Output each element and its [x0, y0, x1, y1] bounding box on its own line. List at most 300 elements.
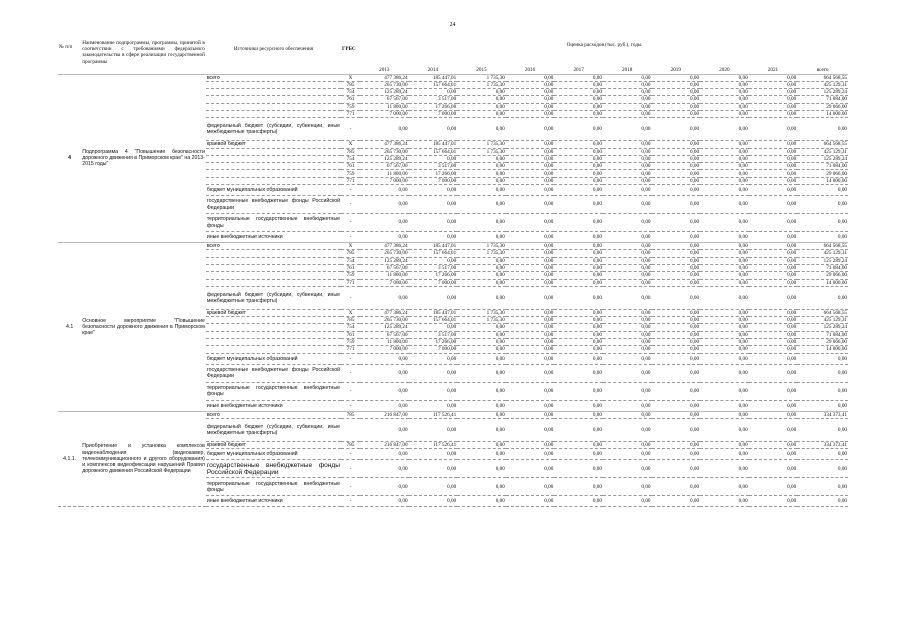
- value-cell: 0,00: [603, 89, 652, 96]
- grbs-cell: 761: [341, 96, 360, 103]
- year-header: 2018: [603, 66, 652, 74]
- value-cell: 0,00: [554, 339, 603, 346]
- source-cell: [206, 346, 341, 353]
- value-cell: 0,00: [506, 74, 555, 81]
- value-cell: 0,00: [360, 418, 409, 441]
- value-cell: 0,00: [700, 155, 749, 162]
- value-cell: 0,00: [652, 346, 701, 353]
- value-cell: 0,00: [749, 141, 798, 148]
- value-cell: 0,00: [797, 118, 848, 141]
- value-cell: 0,00: [749, 324, 798, 331]
- grbs-cell: -: [341, 382, 360, 400]
- value-cell: 0,00: [457, 418, 506, 441]
- value-cell: 0,00: [457, 103, 506, 110]
- value-cell: 0,00: [554, 103, 603, 110]
- value-cell: 0,00: [652, 177, 701, 184]
- grbs-cell: 754: [341, 89, 360, 96]
- value-cell: 425 129,31: [797, 250, 848, 257]
- value-cell: 0,00: [749, 232, 798, 243]
- value-cell: 334 373,41: [797, 411, 848, 418]
- value-cell: 0,00: [457, 478, 506, 496]
- value-cell: 0,00: [700, 324, 749, 331]
- grbs-cell: 761: [341, 264, 360, 271]
- value-cell: 0,00: [749, 81, 798, 88]
- value-cell: 0,00: [749, 214, 798, 232]
- value-cell: 0,00: [749, 185, 798, 196]
- value-cell: 125 289,24: [797, 89, 848, 96]
- value-cell: 0,00: [506, 257, 555, 264]
- value-cell: 1 735,30: [457, 81, 506, 88]
- grbs-cell: 759: [341, 339, 360, 346]
- grbs-cell: 759: [341, 272, 360, 279]
- table-row: [58, 243, 848, 250]
- table-header-row: [58, 40, 848, 66]
- value-cell: 265 730,00: [360, 250, 409, 257]
- value-cell: 29 066,00: [797, 170, 848, 177]
- value-cell: 3 517,00: [409, 264, 458, 271]
- value-cell: 0,00: [457, 177, 506, 184]
- value-cell: 11 800,00: [360, 103, 409, 110]
- value-cell: 0,00: [700, 196, 749, 214]
- value-cell: 0,00: [700, 441, 749, 448]
- value-cell: 0,00: [749, 264, 798, 271]
- value-cell: 0,00: [652, 170, 701, 177]
- source-cell: [206, 103, 341, 110]
- value-cell: 0,00: [603, 460, 652, 478]
- grbs-cell: -: [341, 353, 360, 364]
- value-cell: 0,00: [506, 196, 555, 214]
- value-cell: 0,00: [652, 324, 701, 331]
- value-cell: 0,00: [554, 214, 603, 232]
- value-cell: 0,00: [652, 148, 701, 155]
- value-cell: 0,00: [409, 382, 458, 400]
- value-cell: 0,00: [506, 272, 555, 279]
- grbs-cell: 754: [341, 324, 360, 331]
- value-cell: 0,00: [652, 309, 701, 316]
- grbs-cell: 785: [341, 411, 360, 418]
- value-cell: 0,00: [749, 496, 798, 507]
- value-cell: 0,00: [554, 418, 603, 441]
- value-cell: 0,00: [360, 449, 409, 460]
- value-cell: 0,00: [652, 232, 701, 243]
- value-cell: 0,00: [700, 170, 749, 177]
- value-cell: 0,00: [506, 232, 555, 243]
- value-cell: 0,00: [506, 309, 555, 316]
- value-cell: 0,00: [409, 118, 458, 141]
- source-cell: бюджет муниципальных образований: [206, 353, 341, 364]
- value-cell: 0,00: [749, 257, 798, 264]
- value-cell: 0,00: [457, 286, 506, 309]
- value-cell: 0,00: [506, 317, 555, 324]
- value-cell: 157 664,01: [409, 81, 458, 88]
- source-cell: [206, 264, 341, 271]
- header-estimate: [360, 40, 848, 66]
- value-cell: 14 000,00: [797, 110, 848, 117]
- value-cell: 1 735,30: [457, 74, 506, 81]
- value-cell: 0,00: [700, 353, 749, 364]
- value-cell: 0,00: [506, 118, 555, 141]
- grbs-cell: -: [341, 118, 360, 141]
- year-header: 2021: [749, 66, 798, 74]
- source-cell: [206, 339, 341, 346]
- value-cell: 0,00: [457, 496, 506, 507]
- value-cell: 0,00: [797, 364, 848, 382]
- value-cell: 0,00: [652, 196, 701, 214]
- value-cell: 0,00: [700, 118, 749, 141]
- value-cell: 0,00: [457, 110, 506, 117]
- source-cell: федеральный бюджет (субсидии, субвенции, иные межбюджетные трансферты): [206, 118, 341, 141]
- value-cell: 0,00: [700, 309, 749, 316]
- value-cell: 0,00: [554, 441, 603, 448]
- source-cell: государственные внебюджетные фонды Российской Федерации: [206, 196, 341, 214]
- value-cell: 0,00: [506, 214, 555, 232]
- value-cell: 0,00: [749, 478, 798, 496]
- grbs-cell: -: [341, 286, 360, 309]
- value-cell: 0,00: [457, 96, 506, 103]
- value-cell: 0,00: [797, 449, 848, 460]
- grbs-cell: 785: [341, 441, 360, 448]
- value-cell: 0,00: [409, 214, 458, 232]
- value-cell: 0,00: [360, 196, 409, 214]
- grbs-cell: [341, 418, 360, 441]
- value-cell: 0,00: [700, 177, 749, 184]
- value-cell: 0,00: [554, 232, 603, 243]
- value-cell: 0,00: [457, 324, 506, 331]
- value-cell: 67 567,00: [360, 163, 409, 170]
- value-cell: 7 000,00: [409, 346, 458, 353]
- value-cell: 14 000,00: [797, 279, 848, 286]
- section-number: 4.1: [58, 243, 81, 412]
- value-cell: 0,00: [603, 418, 652, 441]
- value-cell: 0,00: [652, 382, 701, 400]
- value-cell: 0,00: [700, 103, 749, 110]
- value-cell: 0,00: [700, 364, 749, 382]
- value-cell: 0,00: [554, 411, 603, 418]
- value-cell: 425 129,31: [797, 81, 848, 88]
- source-cell: иные внебюджетные источники: [206, 232, 341, 243]
- value-cell: 0,00: [457, 272, 506, 279]
- grbs-cell: 754: [341, 155, 360, 162]
- value-cell: 0,00: [797, 460, 848, 478]
- value-cell: 67 567,00: [360, 96, 409, 103]
- value-cell: 0,00: [457, 232, 506, 243]
- grbs-cell: 771: [341, 177, 360, 184]
- value-cell: 0,00: [409, 353, 458, 364]
- year-header: 2019: [652, 66, 701, 74]
- page-number: 24: [449, 22, 456, 28]
- value-cell: 0,00: [700, 272, 749, 279]
- value-cell: 0,00: [652, 163, 701, 170]
- value-cell: 0,00: [506, 96, 555, 103]
- value-cell: 0,00: [603, 286, 652, 309]
- value-cell: 0,00: [603, 309, 652, 316]
- value-cell: 0,00: [554, 155, 603, 162]
- value-cell: 7 000,00: [409, 279, 458, 286]
- value-cell: 185 447,01: [409, 243, 458, 250]
- value-cell: 0,00: [554, 317, 603, 324]
- value-cell: 0,00: [652, 243, 701, 250]
- value-cell: 0,00: [749, 177, 798, 184]
- value-cell: 0,00: [749, 155, 798, 162]
- value-cell: 0,00: [554, 196, 603, 214]
- value-cell: 265 730,00: [360, 317, 409, 324]
- value-cell: 14 000,00: [797, 177, 848, 184]
- grbs-cell: -: [341, 496, 360, 507]
- value-cell: 0,00: [506, 460, 555, 478]
- value-cell: 0,00: [603, 324, 652, 331]
- value-cell: 0,00: [457, 196, 506, 214]
- value-cell: 11 800,00: [360, 170, 409, 177]
- value-cell: 0,00: [554, 148, 603, 155]
- value-cell: 477 386,24: [360, 74, 409, 81]
- value-cell: 0,00: [554, 243, 603, 250]
- value-cell: 0,00: [409, 400, 458, 411]
- value-cell: 0,00: [506, 346, 555, 353]
- value-cell: 0,00: [457, 339, 506, 346]
- value-cell: 0,00: [652, 331, 701, 338]
- value-cell: 0,00: [603, 364, 652, 382]
- value-cell: 7 000,00: [360, 177, 409, 184]
- value-cell: 0,00: [700, 163, 749, 170]
- grbs-cell: 785: [341, 250, 360, 257]
- value-cell: 0,00: [554, 74, 603, 81]
- grbs-cell: 771: [341, 346, 360, 353]
- value-cell: 0,00: [749, 148, 798, 155]
- value-cell: 0,00: [554, 346, 603, 353]
- source-cell: бюджет муниципальных образований: [206, 185, 341, 196]
- value-cell: 0,00: [749, 460, 798, 478]
- value-cell: 0,00: [652, 496, 701, 507]
- source-cell: федеральный бюджет (субсидии, субвенции, иные межбюджетные трансферты): [206, 418, 341, 441]
- value-cell: 125 289,24: [360, 155, 409, 162]
- value-cell: 0,00: [797, 196, 848, 214]
- value-cell: 0,00: [749, 110, 798, 117]
- year-header: 2015: [457, 66, 506, 74]
- years-row: [58, 66, 848, 74]
- value-cell: 71 084,00: [797, 331, 848, 338]
- value-cell: 0,00: [700, 449, 749, 460]
- value-cell: 0,00: [749, 89, 798, 96]
- grbs-cell: -: [341, 460, 360, 478]
- grbs-cell: X: [341, 141, 360, 148]
- value-cell: 0,00: [700, 232, 749, 243]
- value-cell: 0,00: [652, 118, 701, 141]
- source-cell: [206, 163, 341, 170]
- value-cell: 0,00: [749, 272, 798, 279]
- value-cell: 157 664,01: [409, 317, 458, 324]
- value-cell: 0,00: [409, 185, 458, 196]
- source-cell: [206, 257, 341, 264]
- value-cell: 1 735,30: [457, 141, 506, 148]
- value-cell: 0,00: [409, 155, 458, 162]
- value-cell: 0,00: [554, 264, 603, 271]
- value-cell: 0,00: [603, 478, 652, 496]
- value-cell: 0,00: [554, 478, 603, 496]
- value-cell: 0,00: [603, 250, 652, 257]
- grbs-cell: 771: [341, 279, 360, 286]
- value-cell: 117 526,41: [409, 441, 458, 448]
- value-cell: 0,00: [603, 339, 652, 346]
- value-cell: 0,00: [797, 400, 848, 411]
- source-cell: [206, 324, 341, 331]
- value-cell: 0,00: [603, 170, 652, 177]
- value-cell: 0,00: [700, 460, 749, 478]
- value-cell: 125 289,24: [797, 257, 848, 264]
- value-cell: 3 517,00: [409, 331, 458, 338]
- value-cell: 0,00: [409, 324, 458, 331]
- value-cell: 0,00: [749, 243, 798, 250]
- grbs-cell: -: [341, 232, 360, 243]
- value-cell: 0,00: [603, 441, 652, 448]
- value-cell: 67 567,00: [360, 331, 409, 338]
- value-cell: 216 847,00: [360, 411, 409, 418]
- value-cell: 0,00: [457, 449, 506, 460]
- value-cell: 117 526,41: [409, 411, 458, 418]
- source-cell: краевой бюджет: [206, 141, 341, 148]
- value-cell: 29 066,00: [797, 272, 848, 279]
- source-cell: [206, 96, 341, 103]
- value-cell: 0,00: [554, 460, 603, 478]
- source-cell: краевой бюджет: [206, 309, 341, 316]
- value-cell: 0,00: [603, 177, 652, 184]
- value-cell: 0,00: [506, 243, 555, 250]
- source-cell: территориальные государственные внебюджетные фонды: [206, 214, 341, 232]
- value-cell: 0,00: [360, 496, 409, 507]
- grbs-cell: -: [341, 449, 360, 460]
- value-cell: 0,00: [603, 163, 652, 170]
- value-cell: 0,00: [457, 170, 506, 177]
- value-cell: 0,00: [554, 272, 603, 279]
- value-cell: 0,00: [506, 400, 555, 411]
- value-cell: 0,00: [409, 89, 458, 96]
- value-cell: 0,00: [603, 353, 652, 364]
- value-cell: 0,00: [506, 478, 555, 496]
- value-cell: 0,00: [457, 279, 506, 286]
- value-cell: 1 735,30: [457, 250, 506, 257]
- source-cell: [206, 317, 341, 324]
- value-cell: 0,00: [554, 353, 603, 364]
- value-cell: 0,00: [652, 411, 701, 418]
- grbs-cell: -: [341, 196, 360, 214]
- value-cell: 0,00: [409, 449, 458, 460]
- value-cell: 0,00: [457, 214, 506, 232]
- value-cell: 0,00: [554, 324, 603, 331]
- value-cell: 0,00: [700, 418, 749, 441]
- value-cell: 0,00: [749, 103, 798, 110]
- value-cell: 0,00: [749, 286, 798, 309]
- value-cell: 0,00: [457, 257, 506, 264]
- value-cell: 0,00: [749, 353, 798, 364]
- section-name: Приобретение и установка комплексов видеонаблюдения (видеокамер, телекоммуникационного и другого оборудования) и комплексов видеофиксации нарушений Правил дорожного движения Российской Федерации: [81, 411, 206, 507]
- value-cell: 0,00: [506, 339, 555, 346]
- value-cell: 477 386,24: [360, 309, 409, 316]
- value-cell: 0,00: [652, 103, 701, 110]
- value-cell: 0,00: [652, 364, 701, 382]
- value-cell: 0,00: [360, 400, 409, 411]
- value-cell: 265 730,00: [360, 148, 409, 155]
- value-cell: 157 664,01: [409, 148, 458, 155]
- value-cell: 664 568,55: [797, 141, 848, 148]
- value-cell: 0,00: [603, 264, 652, 271]
- value-cell: 0,00: [457, 382, 506, 400]
- value-cell: 0,00: [506, 103, 555, 110]
- value-cell: 0,00: [749, 364, 798, 382]
- grbs-cell: 785: [341, 81, 360, 88]
- grbs-cell: -: [341, 400, 360, 411]
- value-cell: 0,00: [457, 460, 506, 478]
- value-cell: 664 568,55: [797, 309, 848, 316]
- value-cell: 0,00: [700, 185, 749, 196]
- value-cell: 0,00: [603, 214, 652, 232]
- value-cell: 17 266,00: [409, 103, 458, 110]
- table-row: [58, 74, 848, 81]
- value-cell: 0,00: [506, 411, 555, 418]
- value-cell: 0,00: [797, 382, 848, 400]
- value-cell: 0,00: [506, 353, 555, 364]
- year-header: 2014: [409, 66, 458, 74]
- value-cell: 0,00: [554, 279, 603, 286]
- value-cell: 0,00: [652, 250, 701, 257]
- value-cell: 0,00: [457, 441, 506, 448]
- value-cell: 0,00: [700, 496, 749, 507]
- value-cell: 0,00: [457, 163, 506, 170]
- value-cell: 0,00: [652, 339, 701, 346]
- value-cell: 0,00: [554, 286, 603, 309]
- section-name: Подпрограмма 4 "Повышение безопасности дорожного движения в Приморском крае" на 2013-2015 годы": [81, 74, 206, 243]
- value-cell: 0,00: [603, 96, 652, 103]
- source-cell: [206, 148, 341, 155]
- value-cell: 0,00: [749, 118, 798, 141]
- value-cell: 477 386,24: [360, 141, 409, 148]
- value-cell: 0,00: [506, 264, 555, 271]
- value-cell: 7 000,00: [360, 279, 409, 286]
- source-cell: иные внебюджетные источники: [206, 496, 341, 507]
- value-cell: 17 266,00: [409, 170, 458, 177]
- section-number: 4.1.1.: [58, 411, 81, 507]
- grbs-cell: 785: [341, 148, 360, 155]
- value-cell: 664 568,55: [797, 243, 848, 250]
- section-number: 4: [58, 74, 81, 243]
- grbs-cell: 759: [341, 103, 360, 110]
- grbs-cell: 785: [341, 317, 360, 324]
- value-cell: 0,00: [554, 382, 603, 400]
- value-cell: 0,00: [506, 286, 555, 309]
- value-cell: 0,00: [409, 460, 458, 478]
- value-cell: 0,00: [554, 257, 603, 264]
- value-cell: 0,00: [700, 331, 749, 338]
- value-cell: 0,00: [360, 382, 409, 400]
- source-cell: иные внебюджетные источники: [206, 400, 341, 411]
- value-cell: 477 386,24: [360, 243, 409, 250]
- value-cell: 0,00: [603, 400, 652, 411]
- year-header: всего: [797, 66, 848, 74]
- value-cell: 0,00: [360, 232, 409, 243]
- value-cell: 0,00: [360, 185, 409, 196]
- year-header: 2017: [554, 66, 603, 74]
- value-cell: 29 066,00: [797, 339, 848, 346]
- value-cell: 0,00: [409, 232, 458, 243]
- value-cell: 0,00: [652, 81, 701, 88]
- grbs-cell: X: [341, 243, 360, 250]
- value-cell: 0,00: [603, 257, 652, 264]
- value-cell: 0,00: [506, 141, 555, 148]
- value-cell: 0,00: [409, 364, 458, 382]
- value-cell: 0,00: [652, 353, 701, 364]
- value-cell: 0,00: [360, 460, 409, 478]
- value-cell: 0,00: [749, 309, 798, 316]
- value-cell: 0,00: [554, 449, 603, 460]
- value-cell: 425 129,31: [797, 317, 848, 324]
